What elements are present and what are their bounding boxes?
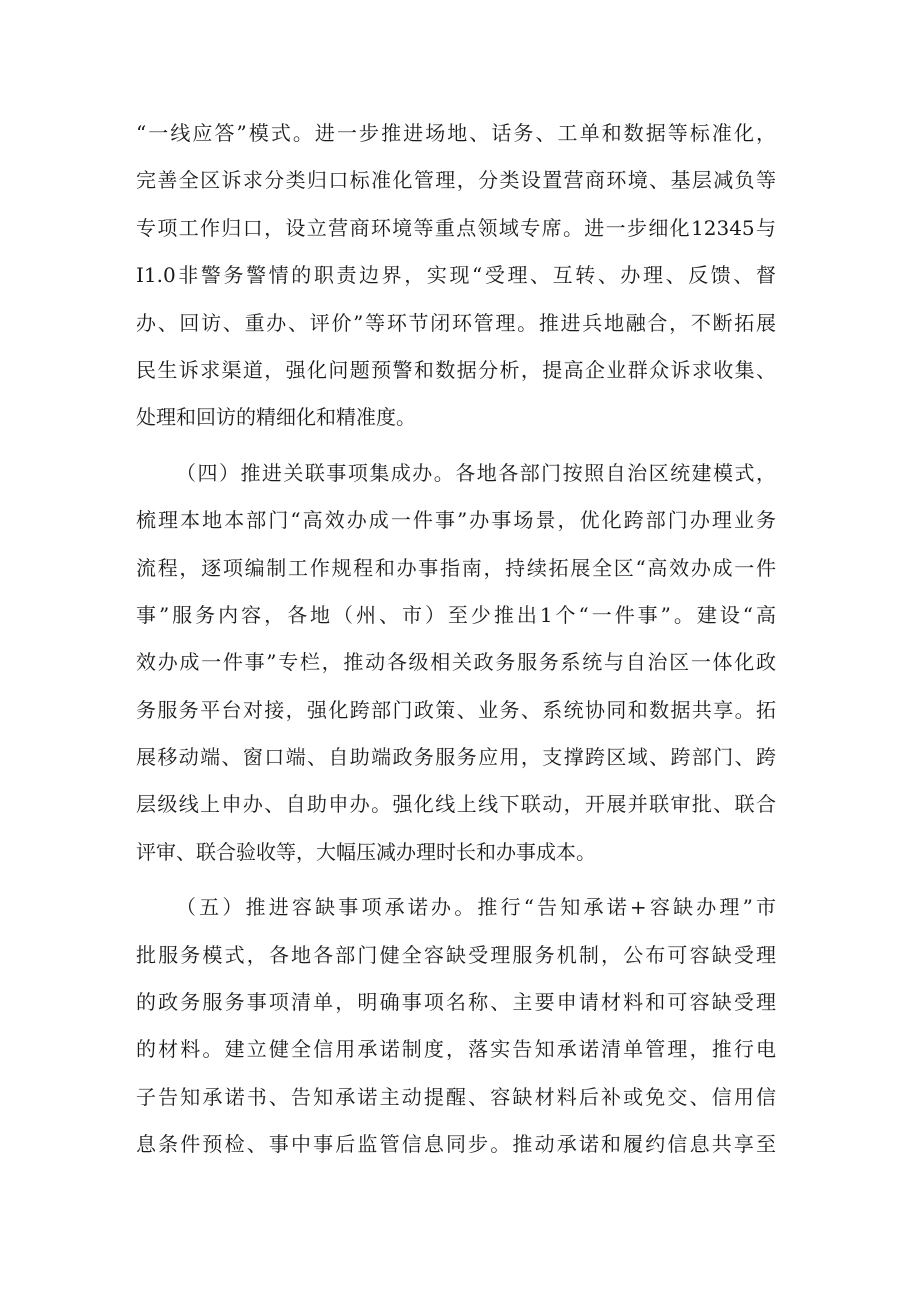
- text-line: 评审、联合验收等，大幅压减办理时长和办事成本。: [136, 839, 596, 864]
- text-line: 梳理本地本部门“高效办成一件事”办事场景，优化跨部门办理业务: [136, 508, 776, 533]
- document-body: [136, 110, 776, 1169]
- text-line: 效办成一件事”专栏，推动各级相关政务服务系统与自治区一体化政: [136, 650, 776, 675]
- text-line: 子告知承诺书、告知承诺主动提醒、容缺材料后补或免交、信用信: [136, 1084, 776, 1109]
- text-line: 处理和回访的精细化和精准度。: [136, 405, 416, 430]
- text-line: 专项工作归口，设立营商环境等重点领域专席。进一步细化12345与: [136, 215, 776, 240]
- paragraph-1: [136, 110, 776, 442]
- text-line: 息条件预检、事中事后监管信息同步。推动承诺和履约信息共享至: [136, 1132, 776, 1157]
- text-line: 务服务平台对接，强化跨部门政策、业务、系统协同和数据共享。拓: [136, 697, 776, 722]
- paragraph-gap: [136, 442, 776, 450]
- text-line: 展移动端、窗口端、自助端政务服务应用，支撑跨区域、跨部门、跨: [136, 745, 776, 770]
- text-line: 的材料。建立健全信用承诺制度，落实告知承诺清单管理，推行电: [136, 1037, 776, 1062]
- text-line: 事”服务内容，各地（州、市）至少推出1个“一件事”。建设“高: [136, 602, 776, 627]
- text-line: 民生诉求渠道，强化问题预警和数据分析，提高企业群众诉求收集、: [136, 357, 776, 382]
- text-line: 批服务模式，各地各部门健全容缺受理服务机制，公布可容缺受理: [136, 942, 776, 967]
- text-line: 层级线上申办、自助申办。强化线上线下联动，开展并联审批、联合: [136, 792, 776, 817]
- text-line: I1.0非警务警情的职责边界，实现“受理、互转、办理、反馈、督: [136, 263, 776, 288]
- paragraph-3: [136, 884, 776, 1168]
- text-line: 的政务服务事项清单，明确事项名称、主要申请材料和可容缺受理: [136, 990, 776, 1015]
- text-line: “一线应答”模式。进一步推进场地、话务、工单和数据等标准化，: [136, 121, 776, 145]
- text-line: 办、回访、重办、评价”等环节闭环管理。推进兵地融合，不断拓展: [136, 310, 776, 335]
- text-line: 流程，逐项编制工作规程和办事指南，持续拓展全区“高效办成一件: [136, 555, 776, 580]
- text-line: （四）推进关联事项集成办。各地各部门按照自治区统建模式，: [176, 460, 776, 485]
- paragraph-2: [136, 450, 776, 877]
- paragraph-gap: [136, 876, 776, 884]
- text-line: （五）推进容缺事项承诺办。推行“告知承诺+容缺办理”市: [176, 895, 776, 920]
- text-line: 完善全区诉求分类归口标准化管理，分类设置营商环境、基层减负等: [136, 168, 776, 193]
